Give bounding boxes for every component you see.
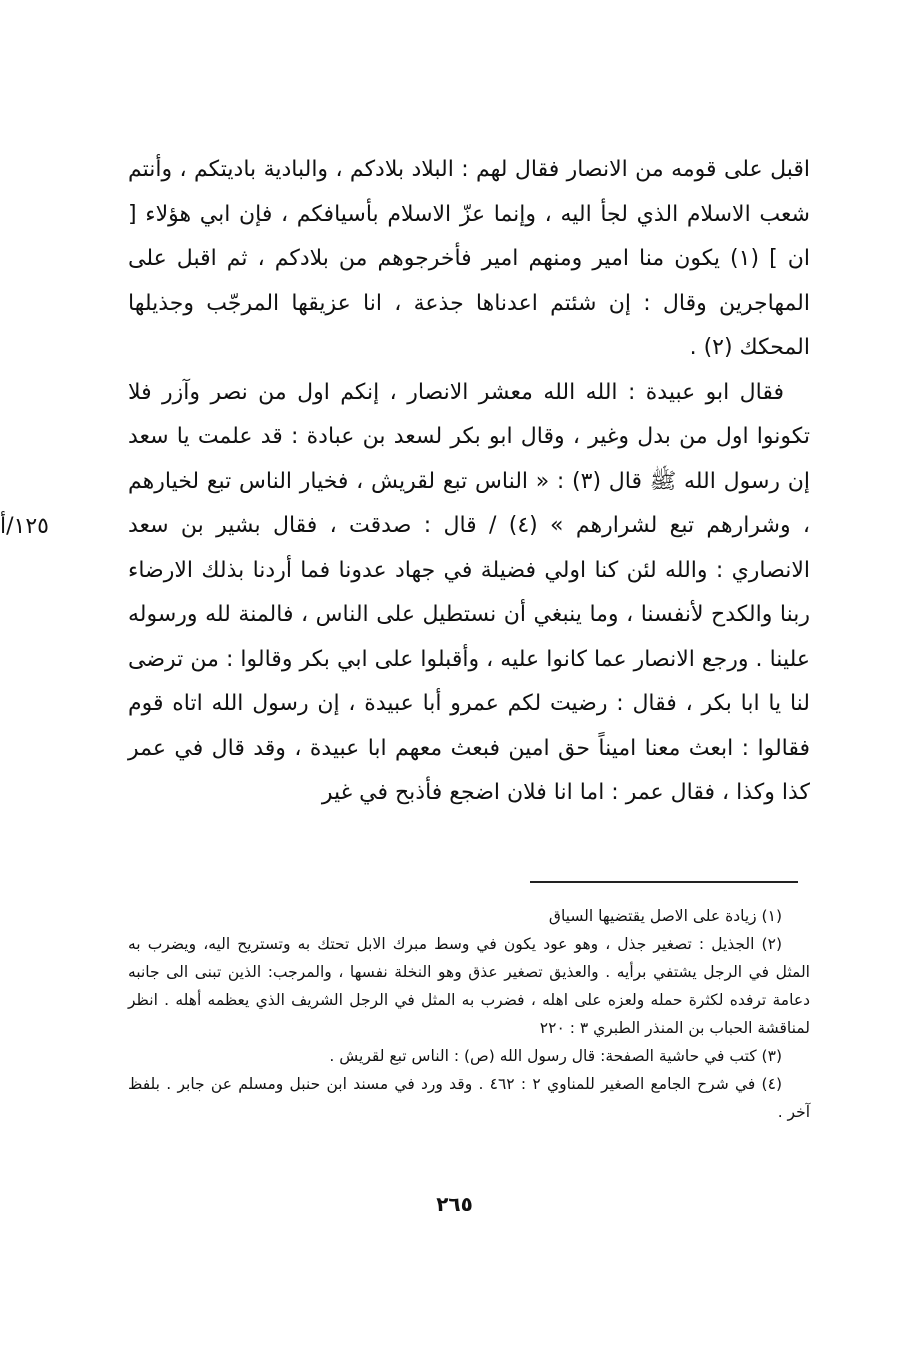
folio-margin-note: ١٢٥/أ	[0, 514, 49, 539]
main-paragraph-2: فقال ابو عبيدة : الله الله معشر الانصار ، إنكم اول من نصر وآزر فلا تكونوا اول من بدل وغير ، وقال ابو بكر لسعد بن عبادة : قد علمت يا سعد إن رسول الله ﷺ قال (٣) : « الناس تبع لقريش ، فخيار الناس تبع لخيارهم ، وشرارهم تبع لشرارهم » (٤) / قال : صدقت ، فقال بشير بن سعد الانصاري : والله لئن كنا اولي فضيلة في جهاد عدونا فما أردنا بذلك الارضاء ربنا والكدح لأنفسنا ، وما ينبغي أن نستطيل على الناس ، فالمنة لله ورسوله علينا . ورجع الانصار عما كانوا عليه ، وأقبلوا على ابي بكر وقالوا : من ترضى لنا يا ابا بكر ، فقال : رضيت لكم عمرو أبا عبيدة ، إن رسول الله اتاه قوم فقالوا : ابعث معنا اميناً حق امين فبعث معهم ابا عبيدة ، وقد قال في عمر كذا وكذا ، فقال عمر : اما انا فلان اضجع فأذبح في غير	[128, 379, 811, 805]
footnote-3: (٣) كتب في حاشية الصفحة: قال رسول الله (ص) : الناس تبع لقريش .	[329, 1047, 782, 1065]
main-paragraph-1: اقبل على قومه من الانصار فقال لهم : البلاد بلادكم ، والبادية باديتكم ، وأنتم شعب الاسلام الذي لجأ اليه ، وإنما عزّ الاسلام بأسيافكم ، فإن ابي هؤلاء [ ان ] (١) يكون منا امير ومنهم امير فأخرجوهم من بلادكم ، ثم اقبل على المهاجرين وقال : إن شئتم اعدناها جذعة ، انا عزيقها المرجّب وجذيلها المحكك (٢) .	[128, 157, 811, 360]
page-number: ٢٦٥	[436, 1192, 473, 1216]
footnote-1: (١) زيادة على الاصل يقتضيها السياق	[548, 907, 782, 925]
footnote-2: (٢) الجذيل : تصغير جذل ، وهو عود يكون في وسط مبرك الابل تحتك به وتستريح اليه، ويضرب به المثل في الرجل يشتفي برأيه . والعذيق تصغير عذق وهو النخلة نفسها ، والمرجب: الذين تبنى الى جانبه دعامة ترفده لكثرة حمله ولعزه على اهله ، فضرب به المثل في الرجل الشريف الذي يعظمه أهله . انظر لمناقشة الحباب بن المنذر الطبري ٣ : ٢٢٠	[128, 935, 810, 1037]
main-text-block	[128, 148, 810, 816]
footnotes-block	[128, 902, 810, 1126]
footnote-4: (٤) في شرح الجامع الصغير للمناوي ٢ : ٤٦٢ . وقد ورد في مسند ابن حنبل ومسلم عن جابر . بلفظ آخر .	[128, 1075, 810, 1121]
footnote-separator-rule	[530, 881, 798, 883]
